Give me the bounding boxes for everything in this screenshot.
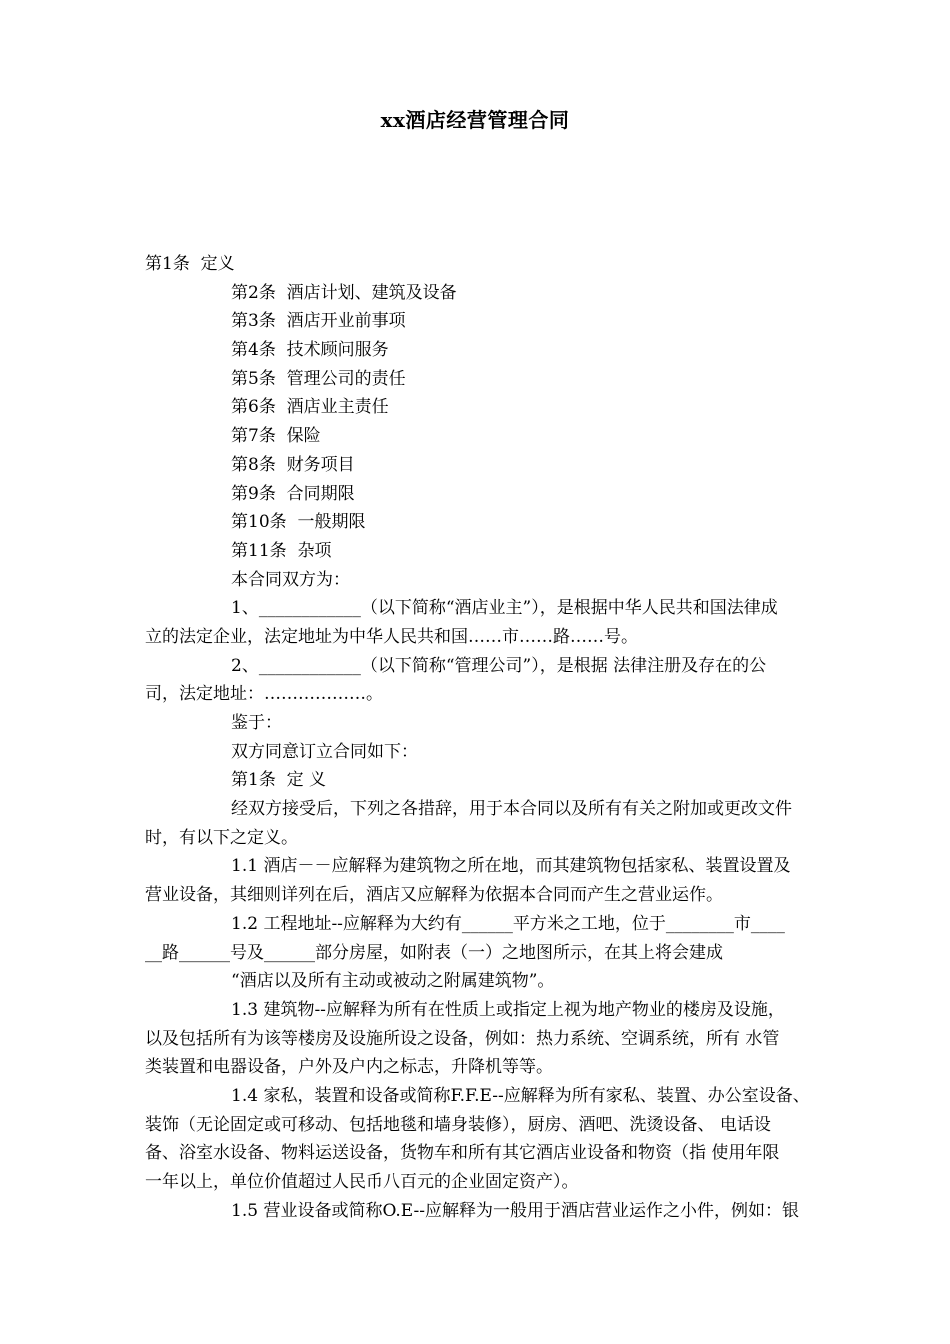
text-line: “酒店以及所有主动或被动之附属建筑物”。 (231, 971, 555, 992)
text-line: 第3条 酒店开业前事项 (231, 311, 406, 332)
text-line: 第11条 杂项 (231, 540, 332, 561)
text-line: 鉴于： (231, 713, 282, 733)
text-line: 第9条 合同期限 (231, 483, 355, 504)
text-line: 营业设备，其细则详列在后，酒店又应解释为依据本合同而产生之营业运作。 (145, 885, 723, 906)
text-line: 1.4 家私，装置和设备或简称F.F.E--应解释为所有家私、装置、办公室设备、 (231, 1085, 810, 1106)
text-line: 第8条 财务项目 (231, 454, 355, 475)
text-line: 第6条 酒店业主责任 (231, 397, 389, 418)
text-line: 2、____________（以下简称“管理公司”），是根据 法律注册及存在的公 (231, 655, 767, 676)
text-line: 1.3 建筑物--应解释为所有在性质上或指定上视为地产物业的楼房及设施， (231, 999, 785, 1020)
text-line: 本合同双方为： (231, 569, 350, 590)
text-line: 立的法定企业，法定地址为中华人民共和国……市……路……号。 (145, 626, 638, 647)
document-title: xx酒店经营管理合同 (380, 108, 570, 132)
text-line: 第4条 技术顾问服务 (231, 340, 389, 361)
text-line: 第10条 一般期限 (231, 512, 366, 533)
text-line: 双方同意订立合同如下： (231, 741, 418, 762)
text-line: 时，有以下之定义。 (145, 827, 298, 848)
text-line: 经双方接受后，下列之各措辞，用于本合同以及所有有关之附加或更改文件 (231, 799, 792, 820)
text-line: 1.5 营业设备或简称O.E--应解释为一般用于酒店营业运作之小件，例如：银 (231, 1200, 799, 1221)
text-line: 1.2 工程地址--应解释为大约有______平方米之工地，位于________市____ (231, 913, 785, 934)
text-line: 以及包括所有为该等楼房及设施所设之设备，例如：热力系统、空调系统，所有 水管 (145, 1028, 780, 1049)
text-line: 类装置和电器设备，户外及户内之标志，升降机等等。 (145, 1057, 553, 1078)
document-body (145, 250, 890, 1225)
text-line: 装饰（无论固定或可移动、包括地毯和墙身装修），厨房、酒吧、洗烫设备、 电话设 (145, 1114, 771, 1135)
text-line: 第1条 定义 (145, 254, 235, 274)
text-line: 第5条 管理公司的责任 (231, 368, 406, 389)
text-line: 一年以上，单位价值超过人民币八百元的企业固定资产）。 (145, 1172, 579, 1192)
text-line: 1.1 酒店－－应解释为建筑物之所在地，而其建筑物包括家私、装置设置及 (231, 856, 791, 877)
text-line: 备、浴室水设备、物料运送设备，货物车和所有其它酒店业设备和物资（指 使用年限 (145, 1143, 780, 1164)
text-line: 第2条 酒店计划、建筑及设备 (231, 282, 457, 303)
text-line: 第1条 定 义 (231, 770, 327, 791)
text-line: 1、____________（以下简称“酒店业主”），是根据中华人民共和国法律成 (231, 598, 778, 619)
text-line: 第7条 保险 (231, 426, 321, 447)
text-line: 司，法定地址：………………。 (145, 684, 383, 705)
text-line: __路______号及______部分房屋，如附表（一）之地图所示，在其上将会建成 (145, 942, 723, 963)
